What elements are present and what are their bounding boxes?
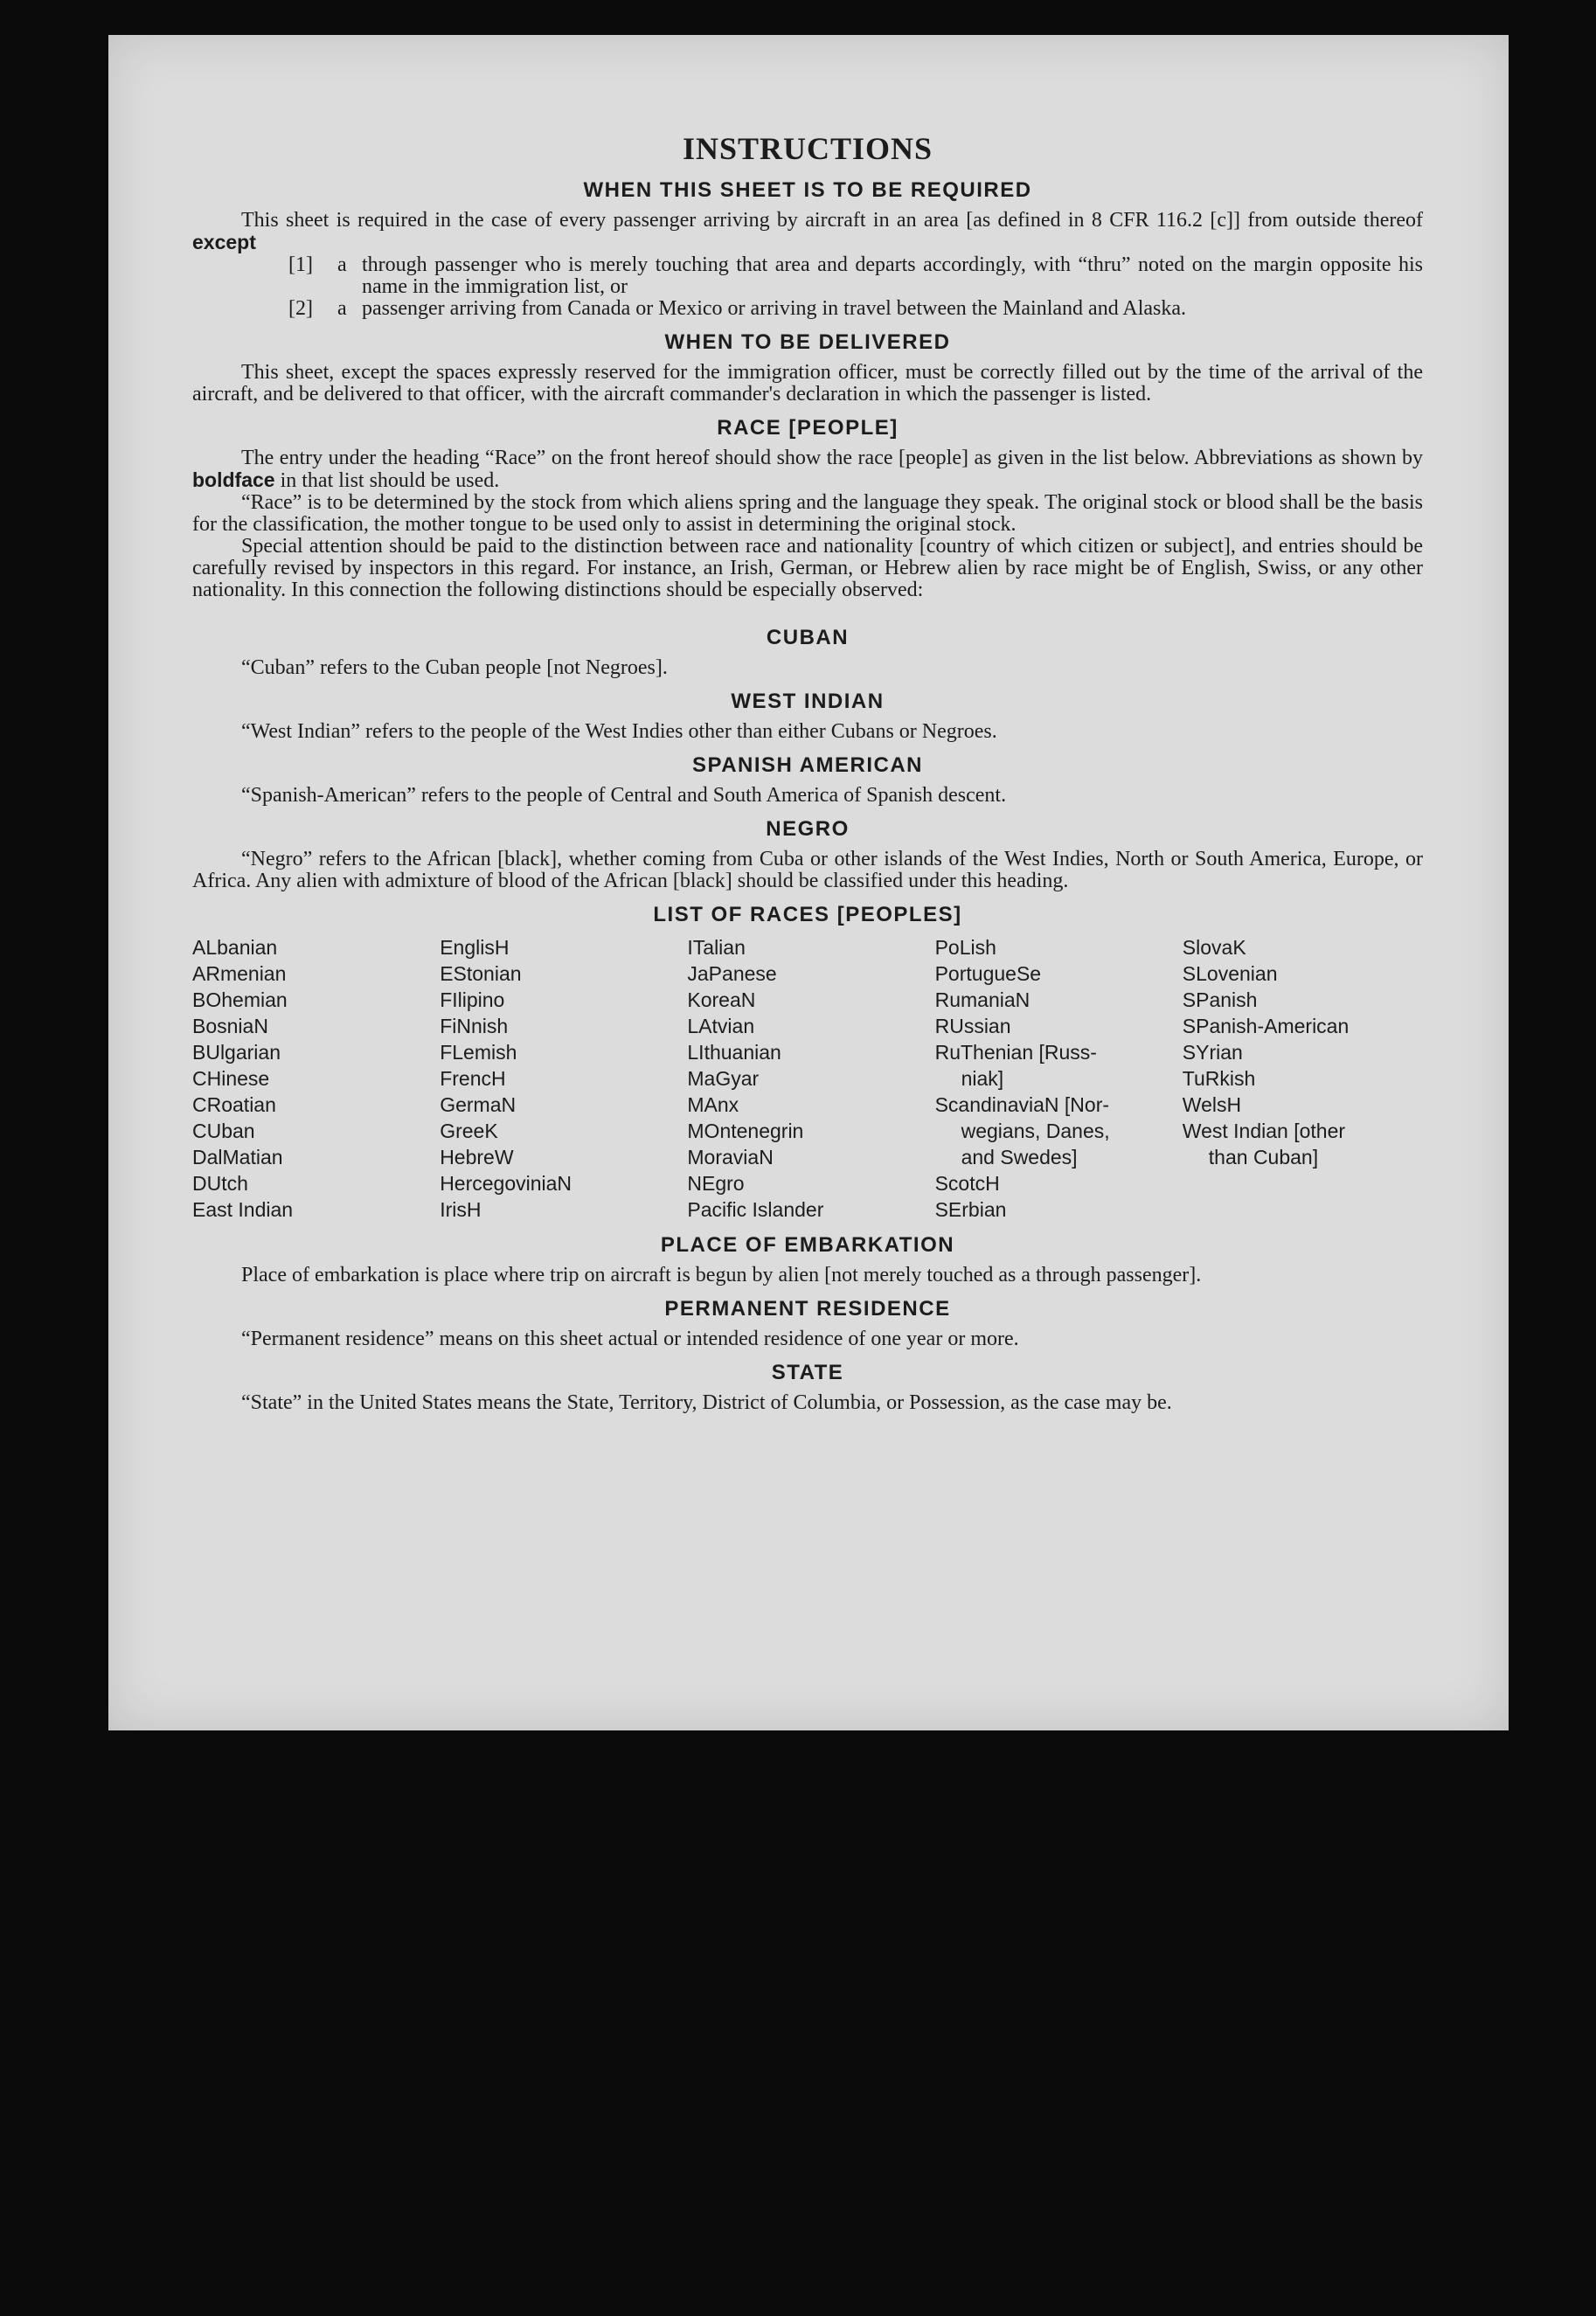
race-entry: EStonian	[440, 962, 522, 985]
race-entry: Pacific Islander	[687, 1198, 824, 1221]
races-column-1	[192, 934, 433, 1223]
races-list	[192, 934, 1423, 1223]
heading-race: RACE [PEOPLE]	[717, 416, 899, 440]
race-entry: ScandinaviaN [Nor-	[934, 1093, 1110, 1116]
heading-cuban: CUBAN	[766, 626, 850, 649]
race-entry: JaPanese	[687, 962, 777, 985]
race-entry: ScotcH	[934, 1172, 1000, 1195]
race-entry: MaGyar	[687, 1067, 760, 1090]
race-entry: SPanish-American	[1182, 1015, 1350, 1037]
race-entry: HercegoviniaN	[440, 1172, 572, 1195]
race-entry: WelsH	[1182, 1093, 1242, 1116]
heading-embarkation: PLACE OF EMBARKATION	[660, 1233, 955, 1257]
race-entry: KoreaN	[687, 988, 756, 1011]
race-entry: SErbian	[934, 1198, 1007, 1221]
race-entry-continued: than Cuban]	[1208, 1146, 1319, 1168]
heading-state: STATE	[771, 1361, 844, 1384]
races-column-4	[935, 934, 1176, 1223]
document-sheet	[108, 35, 1509, 1730]
west-indian-text: “West Indian” refers to the people of the West Indies other than either Cubans or Negroes.	[241, 720, 997, 743]
race-entry: EnglisH	[440, 936, 510, 959]
race-entry: FrencH	[440, 1067, 506, 1090]
residence-text: “Permanent residence” means on this sheet actual or intended residence of one year or more.	[241, 1328, 1019, 1350]
race-entry: East Indian	[192, 1198, 294, 1221]
required-item-2	[192, 298, 1423, 320]
item-letter: a	[337, 253, 347, 276]
race-entry-continued: niak]	[961, 1067, 1004, 1090]
required-intro-bold: except	[192, 231, 256, 253]
race-entry: RuThenian [Russ-	[934, 1041, 1097, 1064]
race-entry: FLemish	[440, 1041, 517, 1064]
heading-delivered: WHEN TO BE DELIVERED	[664, 330, 951, 354]
race-paragraph-1: The entry under the heading “Race” on the front hereof should show the race [people] as given in the list below. Abbreviations as shown by boldface in that list should be used.	[192, 447, 1423, 492]
heading-list-of-races: LIST OF RACES [PEOPLES]	[653, 903, 962, 926]
race-paragraph-2: “Race” is to be determined by the stock from which aliens spring and the language they speak. The original stock or blood shall be the basis for the classification, the mother tongue to be used only to assist in determining the original stock.	[192, 491, 1423, 536]
race-entry: ALbanian	[192, 936, 278, 959]
item-text: passenger arriving from Canada or Mexico or arriving in travel between the Mainland and Alaska.	[362, 297, 1187, 320]
race-entry: FIlipino	[440, 988, 505, 1011]
race-entry: NEgro	[687, 1172, 745, 1195]
race-entry-continued: and Swedes]	[961, 1146, 1078, 1168]
race-entry: SlovaK	[1182, 936, 1246, 959]
race-entry: ITalian	[687, 936, 746, 959]
required-intro: This sheet is required in the case of every passenger arriving by aircraft in an area [as defined in 8 CFR 116.2 [c]] from outside thereof except	[192, 209, 1423, 253]
races-column-2	[440, 934, 680, 1223]
races-column-3	[687, 934, 927, 1223]
race-paragraph-3: Special attention should be paid to the distinction between race and nationality [country of which citizen or subject], and entries should be carefully revised by inspectors in this regard. For instance, an Irish, German, or Hebrew alien by race might be of English, Swiss, or any other nationality. In this connection the following distinctions should be especially observed:	[192, 535, 1423, 601]
required-item-1	[192, 254, 1423, 298]
heading-negro: NEGRO	[766, 817, 850, 841]
negro-text: “Negro” refers to the African [black], whether coming from Cuba or other islands of the West Indies, North or South America, Europe, or Africa. Any alien with admixture of blood of the African [black] should be classified under this heading.	[192, 848, 1423, 892]
race-entry: PortugueSe	[934, 962, 1042, 985]
race-entry: CUban	[192, 1120, 255, 1142]
document-title: INSTRUCTIONS	[682, 131, 933, 166]
item-letter: a	[337, 297, 347, 320]
race-entry: FiNnish	[440, 1015, 509, 1037]
race-entry: RumaniaN	[934, 988, 1030, 1011]
race-entry: CRoatian	[192, 1093, 276, 1116]
race-entry: GermaN	[440, 1093, 517, 1116]
race-entry: SPanish	[1182, 988, 1258, 1011]
race-entry: HebreW	[440, 1146, 514, 1168]
race-entry: IrisH	[440, 1198, 482, 1221]
item-number: [1]	[288, 253, 313, 276]
heading-spanish-american: SPANISH AMERICAN	[691, 753, 923, 777]
race-entry: MAnx	[687, 1093, 739, 1116]
delivered-text: This sheet, except the spaces expressly reserved for the immigration officer, must be correctly filled out by the time of the arrival of the aircraft, and be delivered to that officer, with the aircraft commander's declaration in which the passenger is listed.	[192, 361, 1423, 406]
item-number: [2]	[288, 297, 313, 320]
race-entry: SYrian	[1182, 1041, 1243, 1064]
race-entry: DUtch	[192, 1172, 248, 1195]
race-entry: MOntenegrin	[687, 1120, 804, 1142]
race-entry: LIthuanian	[687, 1041, 781, 1064]
heading-required: WHEN THIS SHEET IS TO BE REQUIRED	[583, 178, 1032, 202]
cuban-text: “Cuban” refers to the Cuban people [not Negroes].	[241, 656, 668, 679]
state-text: “State” in the United States means the State, Territory, District of Columbia, or Possession, as the case may be.	[241, 1391, 1172, 1414]
race-entry: MoraviaN	[687, 1146, 774, 1168]
race-entry: BUlgarian	[192, 1041, 281, 1064]
item-text: through passenger who is merely touching that area and departs accordingly, with “thru” noted on the margin opposite his name in the immigration list, or	[362, 253, 1423, 298]
race-entry: CHinese	[192, 1067, 270, 1090]
race-entry: TuRkish	[1182, 1067, 1256, 1090]
race-entry: BOhemian	[192, 988, 288, 1011]
race-entry: PoLish	[934, 936, 996, 959]
document-content	[192, 129, 1423, 1414]
race-entry: SLovenian	[1182, 962, 1278, 985]
heading-west-indian: WEST INDIAN	[731, 690, 885, 713]
heading-permanent-residence: PERMANENT RESIDENCE	[664, 1297, 951, 1321]
race-entry: RUssian	[934, 1015, 1011, 1037]
race-boldface: boldface	[192, 468, 275, 491]
race-entry: BosniaN	[192, 1015, 268, 1037]
race-entry: LAtvian	[687, 1015, 755, 1037]
races-column-5	[1183, 934, 1423, 1223]
race-entry: GreeK	[440, 1120, 498, 1142]
race-entry-continued: wegians, Danes,	[961, 1120, 1110, 1142]
race-entry: DalMatian	[192, 1146, 283, 1168]
embarkation-text: Place of embarkation is place where trip on aircraft is begun by alien [not merely touched as a through passenger].	[241, 1264, 1202, 1286]
spanish-american-text: “Spanish-American” refers to the people of Central and South America of Spanish descent.	[241, 784, 1007, 807]
race-entry: ARmenian	[192, 962, 287, 985]
race-entry: West Indian [other	[1182, 1120, 1346, 1142]
